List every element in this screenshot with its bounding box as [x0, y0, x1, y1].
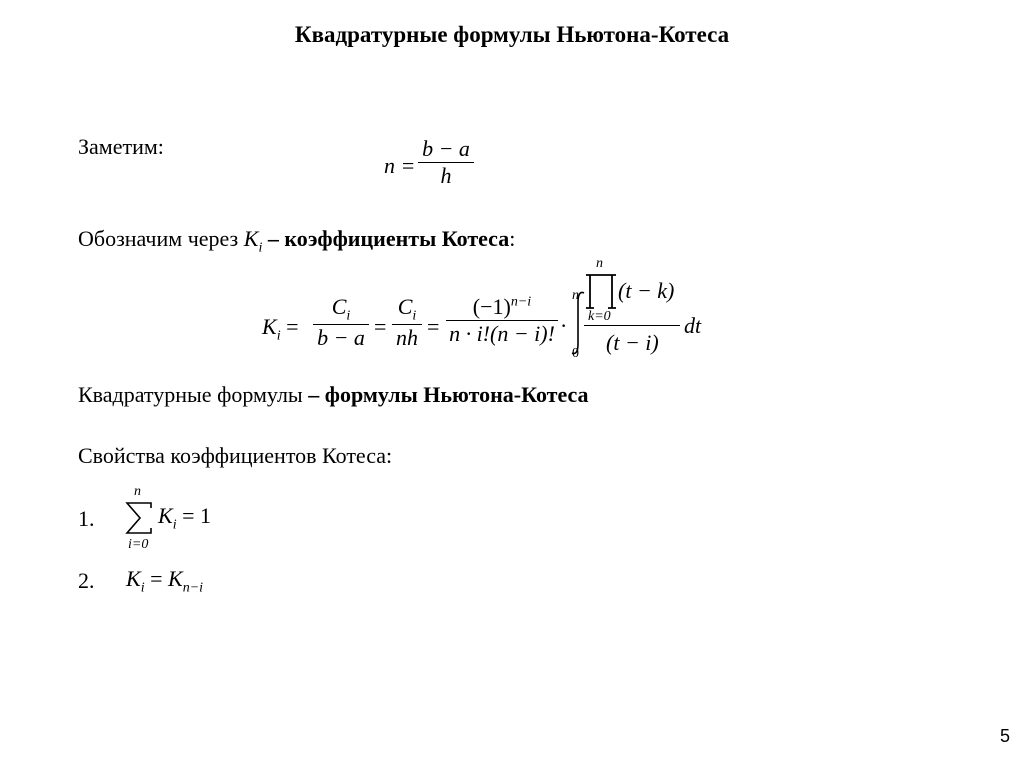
formula-k-lhs-symbol: K	[262, 314, 277, 339]
notation-line	[78, 226, 515, 256]
quadrature-line	[78, 382, 589, 408]
product-sign	[584, 272, 618, 310]
notation-prefix: Обозначим через	[78, 226, 239, 251]
f3-num: (−1)	[472, 294, 511, 319]
formula-n-numerator: b − a	[422, 136, 470, 161]
integrand-dt: dt	[684, 313, 702, 338]
notation-symbol: K	[243, 226, 259, 251]
formula-k-lhs-sub: i	[276, 328, 281, 344]
notation-colon: :	[509, 226, 516, 251]
notation-bold: коэффициенты Котеса	[284, 226, 510, 251]
quadrature-dash: –	[308, 382, 320, 407]
property-1-number: 1.	[78, 506, 95, 531]
page-number: 5	[999, 726, 1010, 746]
formula-n-lhs: n =	[384, 153, 416, 178]
product-upper: n	[596, 256, 603, 271]
f1-num-sub: i	[346, 308, 351, 324]
f3-den: n · i!(n − i)!	[449, 321, 555, 346]
formula-k-fraction-2	[392, 294, 422, 351]
quadrature-bold: формулы Ньютона-Котеса	[324, 382, 589, 407]
f3-num-sup: n−i	[510, 294, 532, 310]
formula-k-dot: ·	[560, 313, 568, 338]
integral-upper: n	[572, 288, 579, 303]
integrand-denominator: (t − i)	[606, 330, 659, 355]
f1-den: b − a	[317, 325, 365, 351]
property-2-number: 2.	[78, 568, 95, 593]
sum-lower: i=0	[128, 537, 149, 552]
product-lower: k=0	[588, 309, 611, 324]
note-label: Заметим:	[78, 134, 164, 159]
formula-k-lhs	[262, 314, 299, 344]
formula-k-eq-3: =	[427, 314, 440, 339]
formula-k-eq-1: =	[286, 314, 299, 339]
f2-den: nh	[396, 325, 418, 351]
notation-dash: –	[267, 226, 279, 251]
property-2-lhs-sub: i	[140, 580, 145, 596]
integral-lower: 0	[572, 346, 579, 361]
f1-num: C	[331, 294, 347, 319]
sum-sign	[124, 500, 154, 536]
formula-k-eq-2: =	[374, 314, 387, 339]
property-1-expression	[158, 503, 211, 533]
f2-num-sub: i	[412, 308, 417, 324]
integrand-fraction-bar	[584, 325, 680, 326]
property-1-rhs: = 1	[182, 503, 211, 528]
quadrature-prefix: Квадратурные формулы	[78, 382, 303, 407]
property-2-rhs: K	[168, 566, 183, 591]
product-body: (t − k)	[618, 278, 675, 303]
notation-symbol-sub: i	[258, 240, 263, 256]
property-2-lhs: K	[126, 566, 141, 591]
formula-n-denominator: h	[440, 163, 452, 188]
property-1-symbol: K	[158, 503, 173, 528]
property-2-expression	[126, 566, 203, 596]
f2-num: C	[397, 294, 413, 319]
properties-heading: Свойства коэффициентов Котеса:	[78, 443, 393, 468]
property-1-symbol-sub: i	[172, 517, 177, 533]
formula-n-fraction	[418, 136, 474, 189]
slide-title: Квадратурные формулы Ньютона-Котеса	[294, 22, 730, 47]
sum-upper: n	[134, 484, 141, 499]
property-2-eq: =	[150, 566, 163, 591]
formula-k-fraction-3	[446, 294, 558, 347]
formula-k-fraction-1	[313, 294, 369, 351]
property-2-rhs-sub: n−i	[182, 580, 204, 596]
